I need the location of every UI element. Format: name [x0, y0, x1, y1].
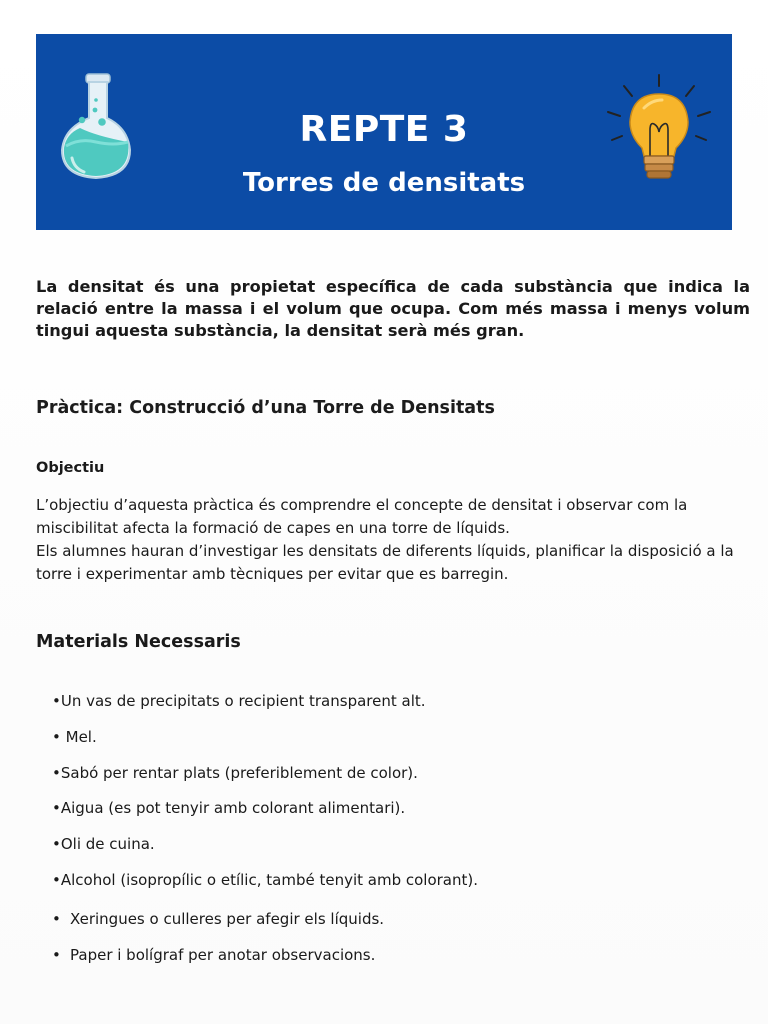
material-item — [52, 834, 155, 854]
material-item — [52, 691, 426, 711]
bullet: • — [52, 799, 61, 817]
objective-body — [36, 494, 746, 586]
bullet: • — [52, 728, 61, 746]
material-text: Aigua (es pot tenyir amb colorant alimentari). — [60, 799, 406, 817]
lightbulb-icon — [604, 72, 714, 184]
material-text: Oli de cuina. — [60, 835, 155, 853]
banner-title: REPTE 3 — [299, 109, 469, 150]
bullet: • — [52, 871, 61, 889]
material-item — [52, 870, 478, 890]
materials-heading: Materials Necessaris — [36, 632, 241, 652]
header-banner — [36, 34, 732, 230]
bullet: • — [52, 764, 61, 782]
bullet: • — [52, 835, 61, 853]
material-text: Sabó per rentar plats (preferiblement de color). — [60, 764, 418, 782]
banner-subtitle: Torres de densitats — [242, 168, 526, 198]
material-item — [52, 909, 384, 929]
objective-paragraph: Els alumnes hauran d’investigar les densitats de diferents líquids, planificar la disposició a la torre i experimentar amb tècniques per evitar que es barregin. — [36, 542, 734, 583]
objective-paragraph: L’objectiu d’aquesta pràctica és comprendre el concepte de densitat i observar com la miscibilitat afecta la formació de capes en una torre de líquids. — [36, 496, 688, 537]
intro-paragraph: La densitat és una propietat específica de cada substància que indica la relació entre la massa i el volum que ocupa. Com més massa i menys volum tingui aquesta substància, la densitat serà més gran. — [36, 277, 750, 340]
material-text: Alcohol (isopropílic o etílic, també tenyit amb colorant). — [60, 871, 479, 889]
bullet: • — [52, 910, 61, 928]
material-item — [52, 945, 375, 965]
practice-title: Pràctica: Construcció d’una Torre de Densitats — [36, 398, 495, 418]
bullet: • — [52, 946, 61, 964]
material-item — [52, 727, 97, 747]
material-text: Mel. — [60, 728, 97, 746]
material-text: Paper i bolígraf per anotar observacions. — [70, 946, 376, 964]
objective-heading: Objectiu — [36, 460, 105, 476]
bullet: • — [52, 692, 61, 710]
material-text: Xeringues o culleres per afegir els líquids. — [70, 910, 385, 928]
material-text: Un vas de precipitats o recipient transparent alt. — [60, 692, 426, 710]
material-item — [52, 798, 405, 818]
material-item — [52, 763, 418, 783]
